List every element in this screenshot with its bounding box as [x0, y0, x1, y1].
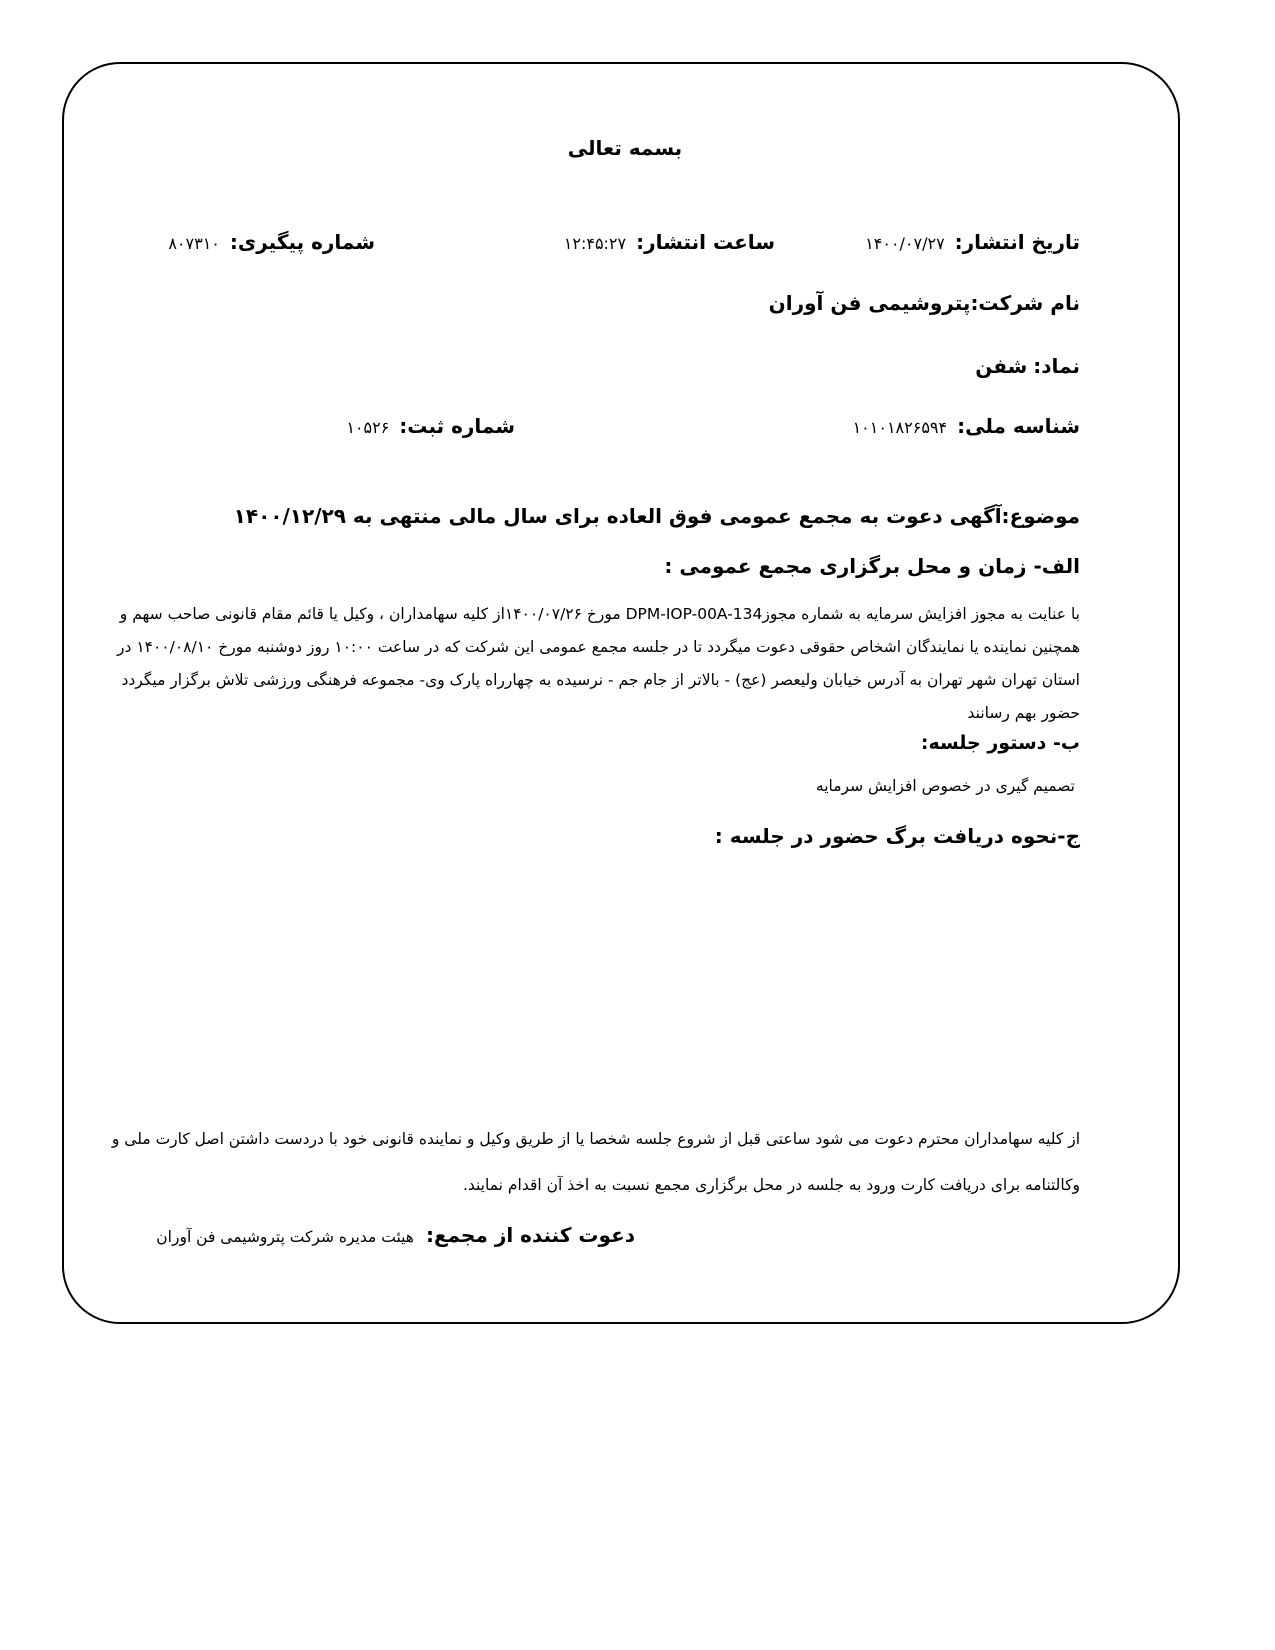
section-c-heading: ج-نحوه دریافت برگ حضور در جلسه :: [714, 824, 1080, 848]
national-id-label: شناسه ملی:: [957, 414, 1080, 438]
publish-time: [564, 232, 775, 252]
national-id: [853, 416, 1080, 436]
company-label: نام شرکت:: [970, 291, 1080, 315]
section-b-heading: ب- دستور جلسه:: [920, 732, 1080, 754]
registration-label: شماره ثبت:: [399, 414, 515, 438]
registration-value: ۱۰۵۲۶: [346, 418, 390, 437]
inviter-label: دعوت کننده از مجمع:: [425, 1223, 635, 1247]
symbol-value: شفن: [975, 354, 1028, 378]
publish-date-label: تاریخ انتشار:: [954, 230, 1080, 254]
tracking-label: شماره پیگیری:: [229, 230, 375, 254]
section-a-heading: الف- زمان و محل برگزاری مجمع عمومی :: [664, 554, 1080, 578]
publish-date-value: ۱۴۰۰/۰۷/۲۷: [865, 234, 945, 253]
symbol-label: نماد:: [1033, 354, 1080, 378]
section-a-line: استان تهران شهر تهران به آدرس خیابان ولیعصر (عج) - بالاتر از جام جم - نرسیده به چهارراه پارک وی- مجموعه فرهنگی ورزشی تلاش برگزار میگردد: [121, 671, 1080, 689]
company-name: پتروشیمی فن آوران: [768, 291, 971, 315]
section-a-line: با عنایت به مجوز افزایش سرمایه به شماره مجوزDPM-IOP-00A-134 مورخ ۱۴۰۰/۰۷/۲۶از کلیه سهامداران ، وکیل یا قائم مقام قانونی صاحب سهم و: [119, 605, 1080, 623]
publish-date: [865, 232, 1080, 252]
section-a-line: همچنین نماینده یا نمایندگان اشخاص حقوقی دعوت میگردد تا در جلسه مجمع عمومی این شرکت که در ساعت ۱۰:۰۰ روز دوشنبه مورخ ۱۴۰۰/۰۸/۱۰ در: [116, 638, 1080, 656]
notice-line: وکالتنامه برای دریافت کارت ورود به جلسه در محل برگزاری مجمع نسبت به اخذ آن اقدام نمایند.: [462, 1176, 1080, 1194]
tracking-value: ۸۰۷۳۱۰: [168, 234, 220, 253]
basmala: بسمه تعالی: [567, 136, 683, 160]
tracking-number: [168, 232, 375, 252]
section-a-body: [70, 598, 1080, 730]
symbol: [975, 356, 1080, 376]
company: [769, 293, 1080, 313]
subject: موضوع:آگهی دعوت به مجمع عمومی فوق العاده برای سال مالی منتهی به ۱۴۰۰/۱۲/۲۹: [233, 504, 1080, 528]
inviter-value: هیئت مدیره شرکت پتروشیمی فن آوران: [156, 1228, 414, 1246]
agenda-item: تصمیم گیری در خصوص افزایش سرمایه: [815, 777, 1075, 795]
section-a-line: حضور بهم رسانند: [967, 704, 1080, 722]
publish-time-value: ۱۲:۴۵:۲۷: [563, 234, 627, 253]
national-id-value: ۱۰۱۰۱۸۲۶۵۹۴: [852, 418, 948, 437]
notice-line: از کلیه سهامداران محترم دعوت می شود ساعتی قبل از شروع جلسه شخصا یا از طریق وکیل و نماینده قانونی خود با دردست داشتن اصل کارت ملی و: [111, 1130, 1080, 1148]
registration-number: [346, 416, 515, 436]
attendance-notice: [80, 1116, 1080, 1208]
publish-time-label: ساعت انتشار:: [636, 230, 775, 254]
inviter: [156, 1225, 635, 1246]
